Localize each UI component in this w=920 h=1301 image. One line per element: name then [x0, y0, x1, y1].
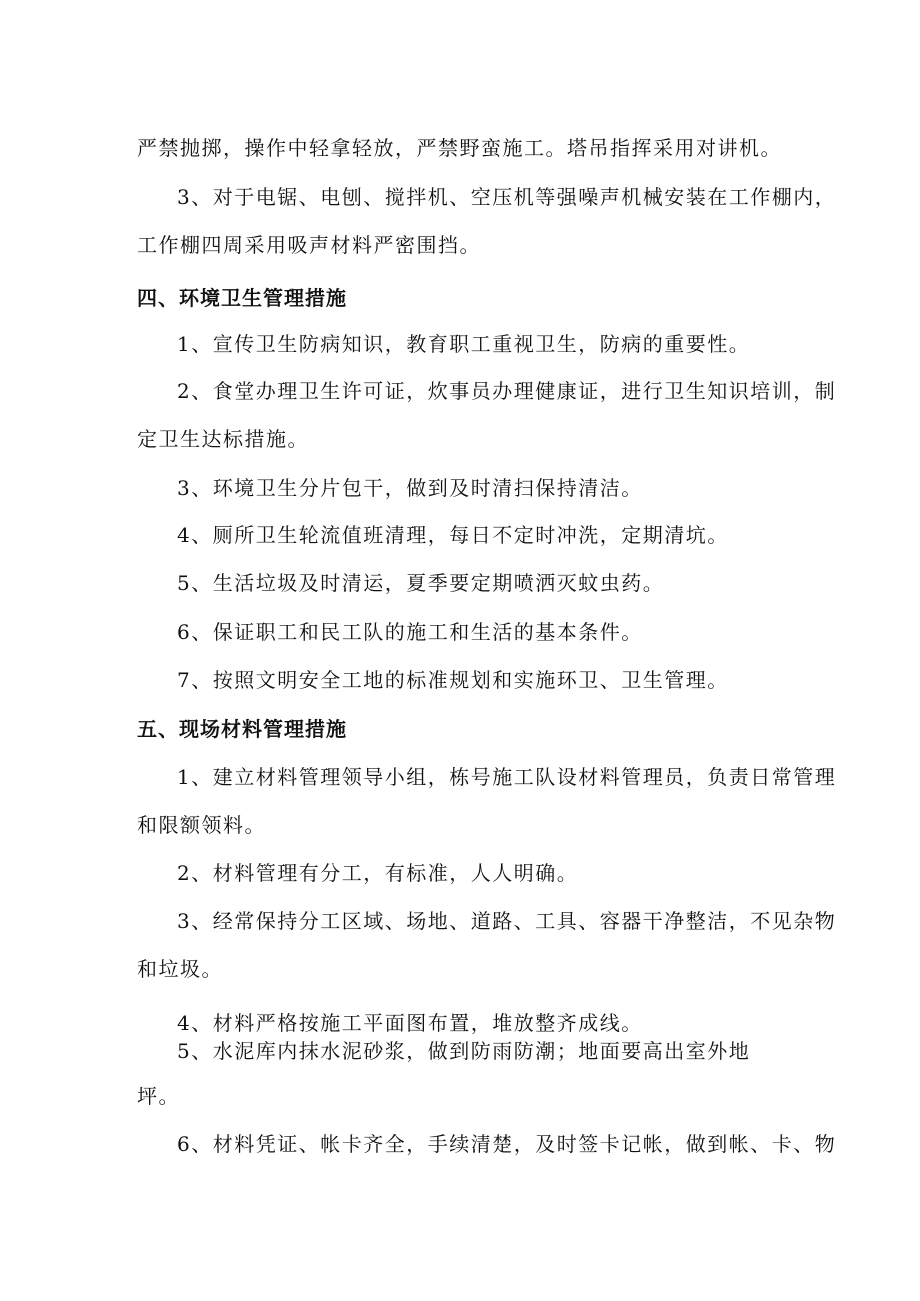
paragraph-line: 7、按照文明安全工地的标准规划和实施环卫、卫生管理。 — [177, 668, 729, 692]
paragraph-line: 1、建立材料管理领导小组，栋号施工队设材料管理员，负责日常管理 — [177, 765, 837, 789]
paragraph-line: 4、材料严格按施工平面图布置，堆放整齐成线。 — [177, 1011, 643, 1035]
paragraph-line: 2、材料管理有分工，有标准，人人明确。 — [177, 861, 579, 885]
paragraph-line: 定卫生达标措施。 — [137, 427, 309, 451]
paragraph-line: 3、环境卫生分片包干，做到及时清扫保持清洁。 — [177, 476, 643, 500]
paragraph-line: 6、材料凭证、帐卡齐全，手续清楚，及时签卡记帐，做到帐、卡、物 — [177, 1132, 837, 1156]
paragraph-line: 严禁抛掷，操作中轻拿轻放，严禁野蛮施工。塔吊指挥采用对讲机。 — [137, 136, 782, 160]
section-heading: 五、现场材料管理措施 — [137, 717, 347, 741]
paragraph-line: 工作棚四周采用吸声材料严密围挡。 — [137, 233, 481, 257]
paragraph-line: 坪。 — [137, 1084, 180, 1108]
paragraph-line: 6、保证职工和民工队的施工和生活的基本条件。 — [177, 620, 643, 644]
paragraph-line: 3、经常保持分工区域、场地、道路、工具、容器干净整洁，不见杂物 — [177, 909, 837, 933]
paragraph-line: 5、生活垃圾及时清运，夏季要定期喷洒灭蚊虫药。 — [177, 571, 665, 595]
paragraph-line: 2、食堂办理卫生许可证，炊事员办理健康证，进行卫生知识培训，制 — [177, 379, 837, 403]
paragraph-line: 5、水泥库内抹水泥砂浆，做到防雨防潮；地面要高出室外地 — [177, 1039, 751, 1063]
paragraph-line: 和垃圾。 — [137, 957, 223, 981]
paragraph-line: 3、对于电锯、电刨、搅拌机、空压机等强噪声机械安装在工作棚内， — [177, 185, 837, 209]
section-heading: 四、环境卫生管理措施 — [137, 286, 347, 310]
paragraph-line: 和限额领料。 — [137, 813, 266, 837]
paragraph-line: 1、宣传卫生防病知识，教育职工重视卫生，防病的重要性。 — [177, 332, 751, 356]
paragraph-line: 4、厕所卫生轮流值班清理，每日不定时冲洗，定期清坑。 — [177, 523, 729, 547]
